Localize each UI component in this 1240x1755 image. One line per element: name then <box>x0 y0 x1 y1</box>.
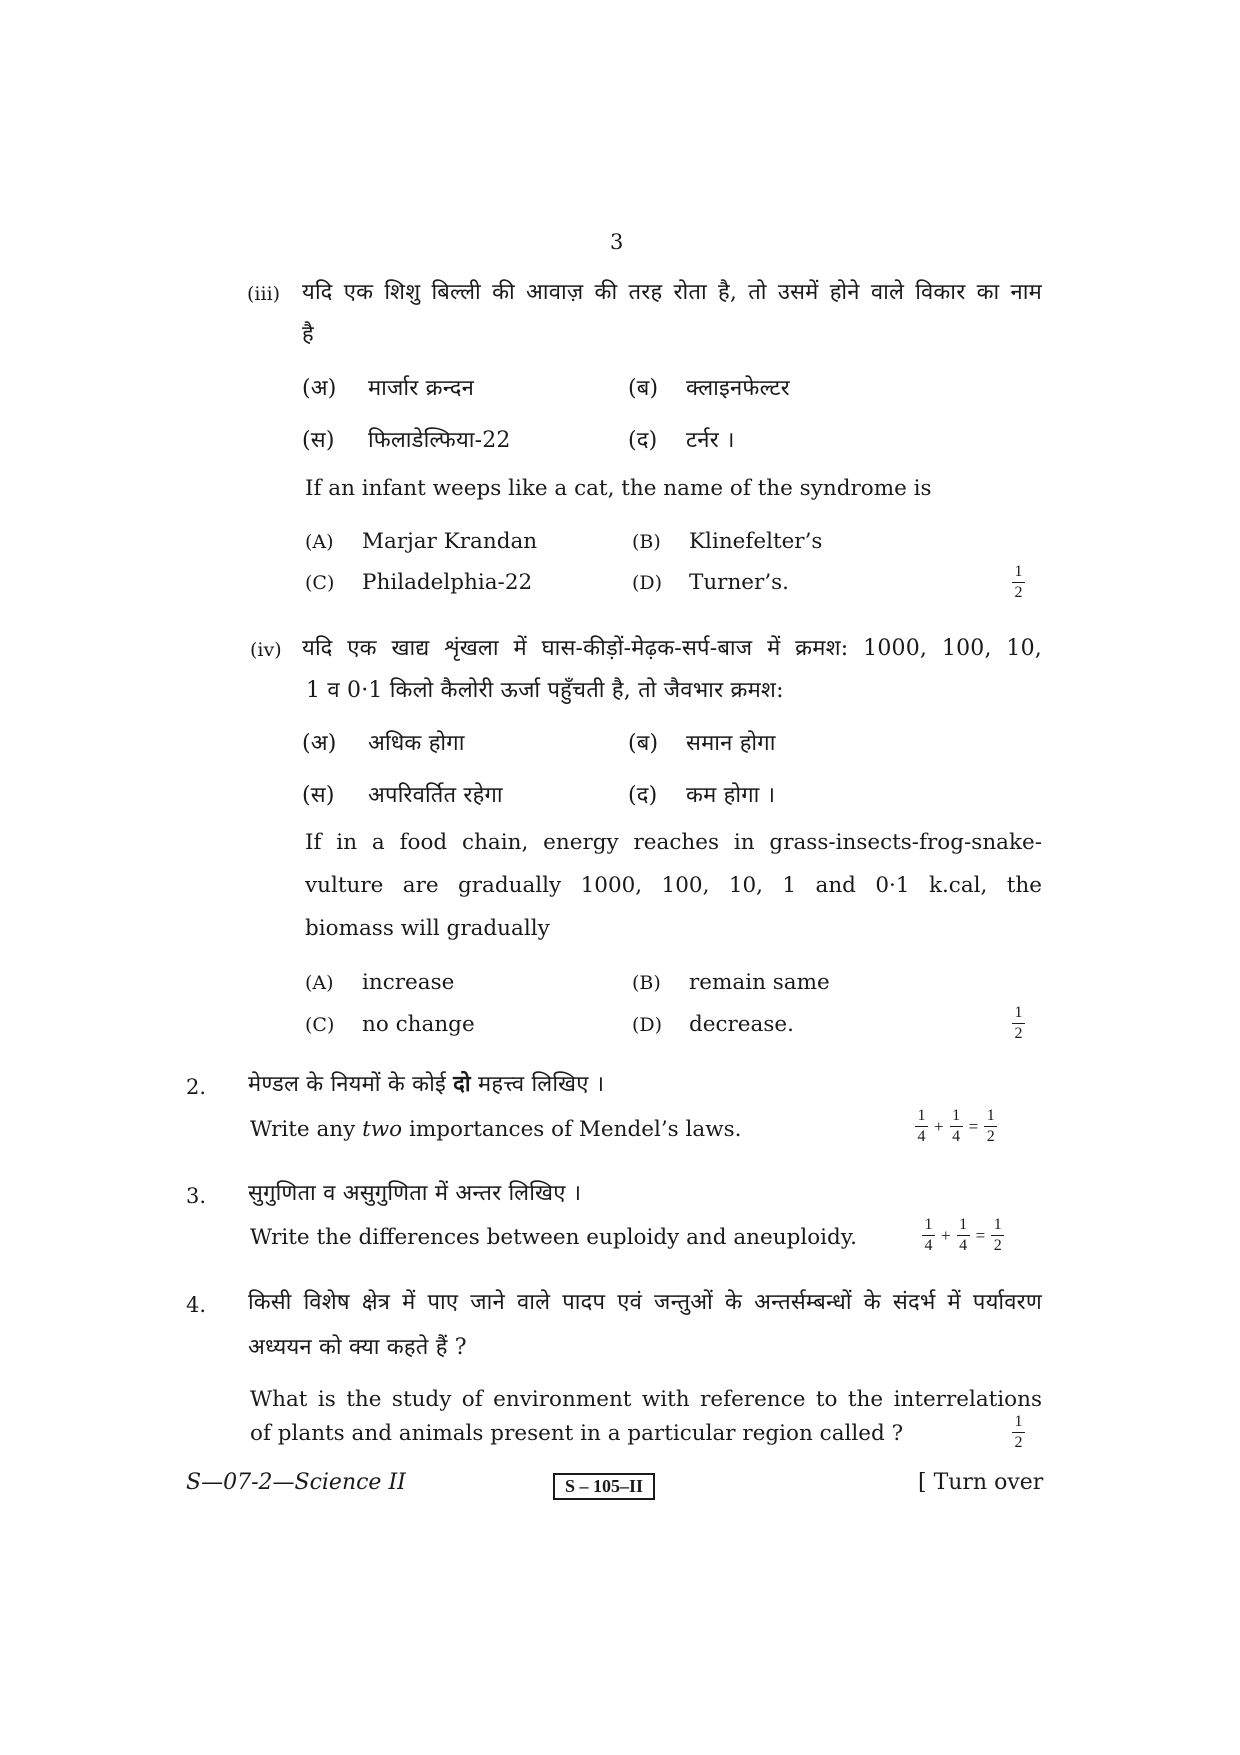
option-text: increase <box>362 970 455 995</box>
fraction-denominator: 2 <box>1014 1434 1023 1452</box>
fraction-denominator: 2 <box>993 1237 1002 1255</box>
equals-sign: = <box>975 1225 986 1245</box>
subquestion-label: (iv) <box>250 639 282 661</box>
page-number: 3 <box>610 230 624 254</box>
plus-sign: + <box>934 1116 944 1136</box>
fraction-denominator: 4 <box>952 1128 961 1146</box>
option-label: (D) <box>632 572 663 594</box>
fraction-numerator: 1 <box>917 1107 926 1124</box>
option-label: (C) <box>305 1014 335 1036</box>
fraction-denominator: 2 <box>1014 584 1023 602</box>
option-text: Klinefelter’s <box>689 529 823 554</box>
fraction-denominator: 2 <box>986 1128 995 1146</box>
option-text: no change <box>362 1012 475 1037</box>
question-number: 3. <box>186 1184 207 1208</box>
fraction-denominator: 2 <box>1014 1025 1023 1043</box>
english-question-line: What is the study of environment with reference to the interrelations <box>250 1387 1042 1412</box>
plus-sign: + <box>941 1225 951 1245</box>
paper-code-box: S – 105–II <box>553 1473 655 1500</box>
option-label: (B) <box>632 531 661 553</box>
english-question <box>250 1117 742 1142</box>
hindi-text: महत्त्व लिखिए । <box>470 1072 605 1097</box>
option-label: (अ) <box>302 376 337 401</box>
option-label: (D) <box>632 1014 663 1036</box>
paper-code-left: S—07-2—Science II <box>186 1470 406 1495</box>
fraction-bar <box>1012 582 1025 583</box>
fraction-bar <box>984 1126 997 1127</box>
english-question-line: biomass will gradually <box>305 916 550 941</box>
option-text: अधिक होगा <box>368 731 465 756</box>
fraction-numerator: 1 <box>1014 563 1023 580</box>
fraction-bar <box>957 1235 970 1236</box>
option-label: (ब) <box>628 731 659 756</box>
hindi-question-line: है <box>302 322 314 347</box>
option-text: फिलाडेल्फिया-22 <box>368 428 511 453</box>
option-text: अपरिवर्तित रहेगा <box>368 783 503 808</box>
marks-fraction <box>922 1217 935 1254</box>
english-question-line: vulture are gradually 1000, 100, 10, 1 and 0·1 k.cal, the <box>305 873 1042 898</box>
hindi-question-line: किसी विशेष क्षेत्र में पाए जाने वाले पादप एवं जन्तुओं के अन्तर्सम्बन्धों के संदर्भ में पर्यावरण <box>248 1290 1042 1315</box>
english-text: importances of Mendel’s laws. <box>402 1117 742 1142</box>
option-text: Philadelphia-22 <box>362 570 533 595</box>
hindi-text: मेण्डल के नियमों के कोई <box>248 1072 454 1097</box>
option-label: (अ) <box>302 731 337 756</box>
marks-fraction <box>915 1108 928 1145</box>
marks-fraction <box>1012 1005 1025 1042</box>
english-text: Write any <box>250 1117 363 1142</box>
fraction-bar <box>915 1126 928 1127</box>
option-text: टर्नर । <box>686 428 735 453</box>
option-label: (द) <box>628 783 658 808</box>
option-text: मार्जार क्रन्दन <box>368 376 475 401</box>
hindi-question: सुगुणिता व असुगुणिता में अन्तर लिखिए । <box>248 1181 582 1206</box>
marks-fraction <box>950 1108 963 1145</box>
fraction-numerator: 1 <box>993 1216 1002 1233</box>
fraction-bar <box>1012 1023 1025 1024</box>
option-text: समान होगा <box>686 731 776 756</box>
marks-fraction <box>991 1217 1004 1254</box>
option-label: (C) <box>305 572 335 594</box>
fraction-numerator: 1 <box>959 1216 968 1233</box>
option-label: (स) <box>302 428 335 453</box>
question-number: 2. <box>186 1075 207 1099</box>
option-label: (स) <box>302 783 335 808</box>
marks-fraction <box>1012 1414 1025 1451</box>
option-text: क्लाइनफेल्टर <box>686 376 790 401</box>
hindi-question-line: अध्ययन को क्या कहते हैं ? <box>248 1335 467 1360</box>
question-number: 4. <box>186 1293 207 1317</box>
option-label: (B) <box>632 972 661 994</box>
fraction-denominator: 4 <box>924 1237 933 1255</box>
option-label: (A) <box>305 531 334 553</box>
marks-expression <box>915 1108 997 1145</box>
option-label: (A) <box>305 972 334 994</box>
marks-expression <box>922 1217 1004 1254</box>
option-label: (ब) <box>628 376 659 401</box>
fraction-denominator: 4 <box>959 1237 968 1255</box>
fraction-numerator: 1 <box>1014 1004 1023 1021</box>
subquestion-label: (iii) <box>247 283 281 305</box>
option-text: decrease. <box>689 1012 794 1037</box>
fraction-numerator: 1 <box>924 1216 933 1233</box>
option-text: Turner’s. <box>689 570 790 595</box>
fraction-numerator: 1 <box>952 1107 961 1124</box>
option-text: कम होगा । <box>686 783 776 808</box>
english-question: Write the differences between euploidy and aneuploidy. <box>250 1225 857 1250</box>
fraction-bar <box>950 1126 963 1127</box>
english-italic-text: two <box>362 1117 403 1142</box>
hindi-question-line: यदि एक शिशु बिल्ली की आवाज़ की तरह रोता है, तो उसमें होने वाले विकार का नाम <box>302 280 1042 305</box>
fraction-bar <box>922 1235 935 1236</box>
english-question: If an infant weeps like a cat, the name of the syndrome is <box>305 476 932 501</box>
equals-sign: = <box>968 1116 979 1136</box>
option-text: Marjar Krandan <box>362 529 538 554</box>
marks-fraction <box>1012 564 1025 601</box>
fraction-denominator: 4 <box>917 1128 926 1146</box>
fraction-bar <box>1012 1432 1025 1433</box>
english-question-line: of plants and animals present in a particular region called ? <box>250 1421 904 1446</box>
turn-over-label: [ Turn over <box>918 1470 1044 1495</box>
fraction-bar <box>991 1235 1004 1236</box>
hindi-question <box>248 1068 604 1098</box>
fraction-numerator: 1 <box>986 1107 995 1124</box>
option-label: (द) <box>628 428 658 453</box>
option-text: remain same <box>689 970 830 995</box>
hindi-bold-text: दो <box>453 1071 471 1097</box>
marks-fraction <box>984 1108 997 1145</box>
fraction-numerator: 1 <box>1014 1413 1023 1430</box>
hindi-question-line: 1 व 0·1 किलो कैलोरी ऊर्जा पहुँचती है, तो जैवभार क्रमश: <box>306 678 784 703</box>
marks-fraction <box>957 1217 970 1254</box>
english-question-line: If in a food chain, energy reaches in grass-insects-frog-snake- <box>305 830 1042 855</box>
hindi-question-line: यदि एक खाद्य शृंखला में घास-कीड़ों-मेढ़क-सर्प-बाज में क्रमश: 1000, 100, 10, <box>302 636 1042 661</box>
